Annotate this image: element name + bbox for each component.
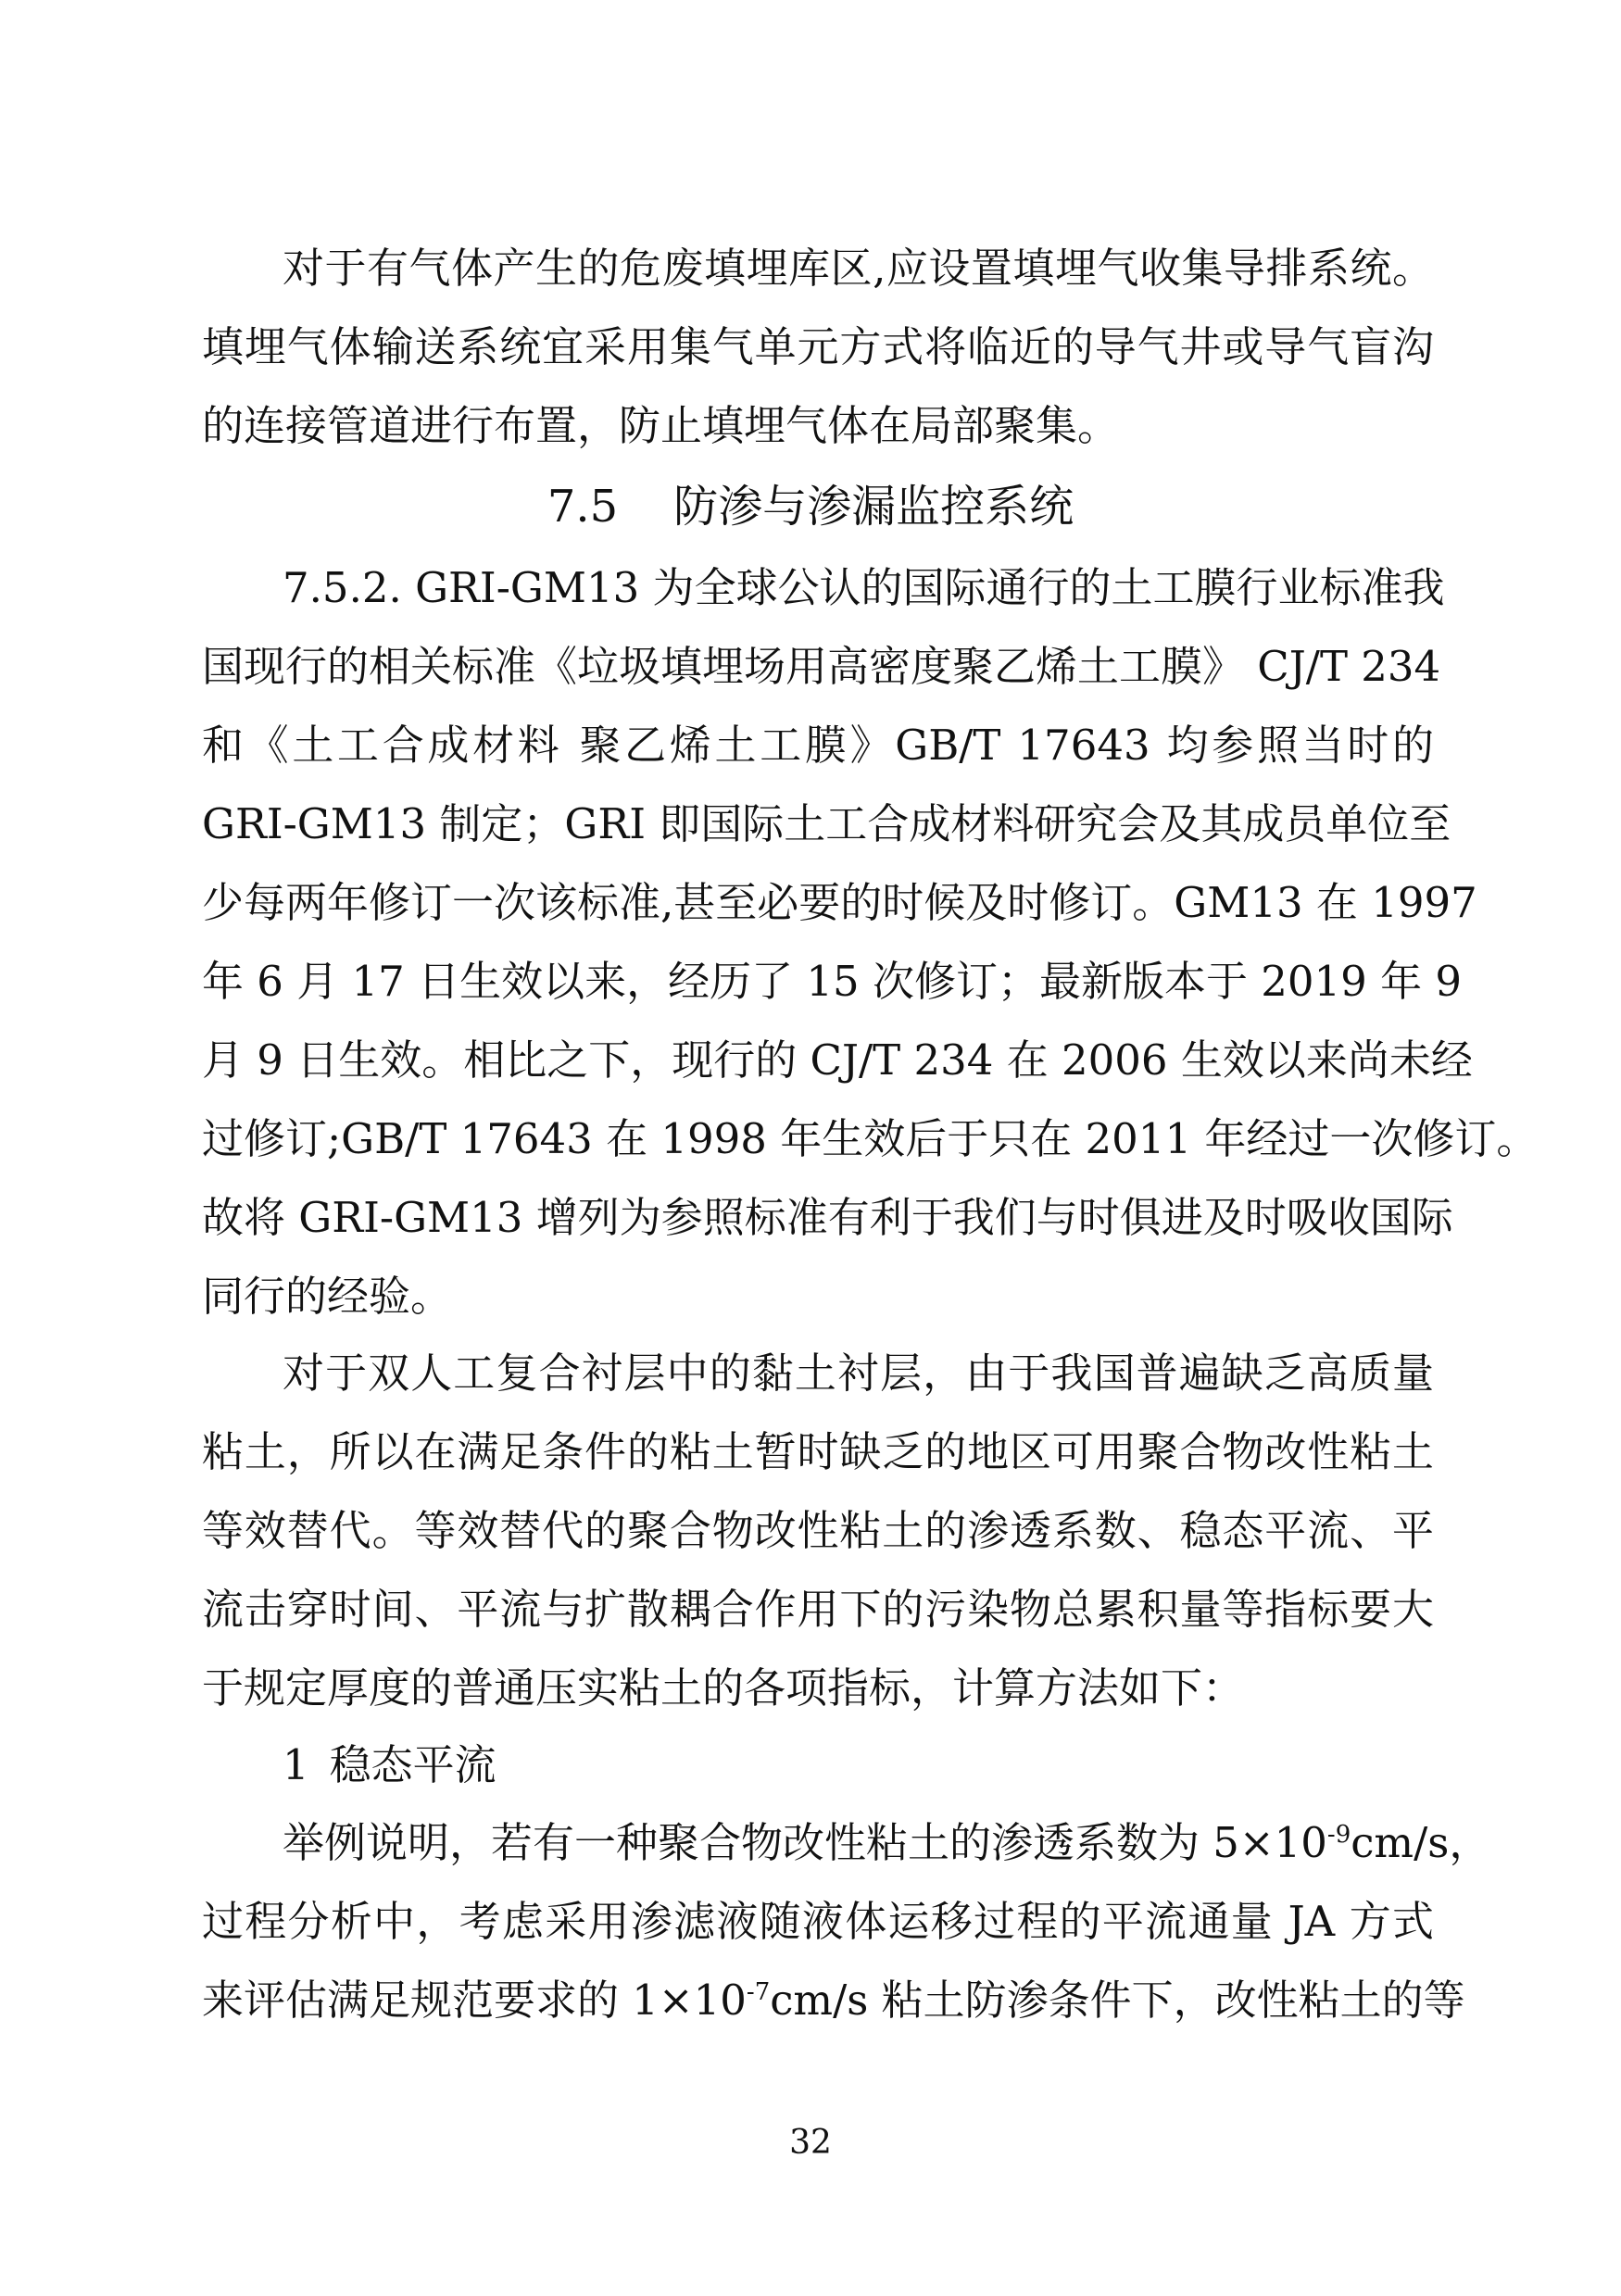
exponent: -9 [1326,1821,1351,1849]
paragraph-line: 故将 GRI-GM13 增列为参照标准有利于我们与时俱进及时吸收国际 [202,1193,1453,1242]
section-title: 防渗与渗漏监控系统 [673,481,1074,533]
paragraph-line: 流击穿时间、平流与扩散耦合作用下的污染物总累积量等指标要大 [202,1585,1434,1634]
paragraph-line: GRI-GM13 制定；GRI 即国际土工合成材料研究会及其成员单位至 [202,799,1451,848]
paragraph-line: 于规定厚度的普通压实粘土的各项指标，计算方法如下： [202,1663,1245,1713]
section-heading [0,474,1621,539]
paragraph-line: 年 6 月 17 日生效以来，经历了 15 次修订；最新版本于 2019 年 9 [202,957,1463,1006]
text-run: 来评估满足规范要求的 1×10 [202,1976,747,2025]
paragraph-line: 等效替代。等效替代的聚合物改性粘土的渗透系数、稳态平流、平 [202,1506,1434,1555]
list-item-label: 稳态平流 [329,1740,496,1789]
paragraph-line: 7.5.2. GRI-GM13 为全球公认的国际通行的土工膜行业标准我 [283,563,1445,612]
section-number: 7.5 [547,481,619,533]
list-item [283,1738,496,1793]
paragraph-line: 国现行的相关标准《垃圾填埋场用高密度聚乙烯土工膜》 CJ/T 234 [202,642,1441,691]
paragraph-line: 粘土，所以在满足条件的粘土暂时缺乏的地区可用聚合物改性粘土 [202,1427,1434,1476]
paragraph-line: 对于双人工复合衬层中的黏土衬层，由于我国普遍缺乏高质量 [283,1349,1434,1398]
text-run: 举例说明，若有一种聚合物改性粘土的渗透系数为 5×10 [283,1818,1327,1867]
list-item-number: 1 [283,1740,309,1789]
paragraph-line: 过修订;GB/T 17643 在 1998 年生效后于只在 2011 年经过一次修订。 [202,1114,1539,1163]
paragraph-line: 和《土工合成材料 聚乙烯土工膜》GB/T 17643 均参照当时的 [202,721,1434,770]
paragraph-line: 过程分析中，考虑采用渗滤液随液体运移过程的平流通量 JA 方式 [202,1897,1434,1946]
paragraph-line [283,1815,1491,1871]
text-run: cm/s 粘土防渗条件下，改性粘土的等 [770,1976,1465,2025]
paragraph-line: 对于有气体产生的危废填埋库区,应设置填埋气收集导排系统。 [283,244,1434,293]
paragraph-line: 少每两年修订一次该标准,甚至必要的时候及时修订。GM13 在 1997 [202,878,1477,927]
exponent: -7 [746,1978,771,2006]
paragraph-line [202,1973,1465,2028]
page-number: 32 [789,2124,832,2162]
paragraph-line: 填埋气体输送系统宜采用集气单元方式将临近的导气井或导气盲沟 [202,322,1434,371]
text-run: cm/s， [1351,1818,1491,1867]
paragraph-line: 的连接管道进行布置，防止填埋气体在局部聚集。 [202,401,1120,450]
paragraph-line: 月 9 日生效。相比之下，现行的 CJ/T 234 在 2006 生效以来尚未经 [202,1035,1473,1085]
paragraph-line: 同行的经验。 [202,1272,453,1321]
